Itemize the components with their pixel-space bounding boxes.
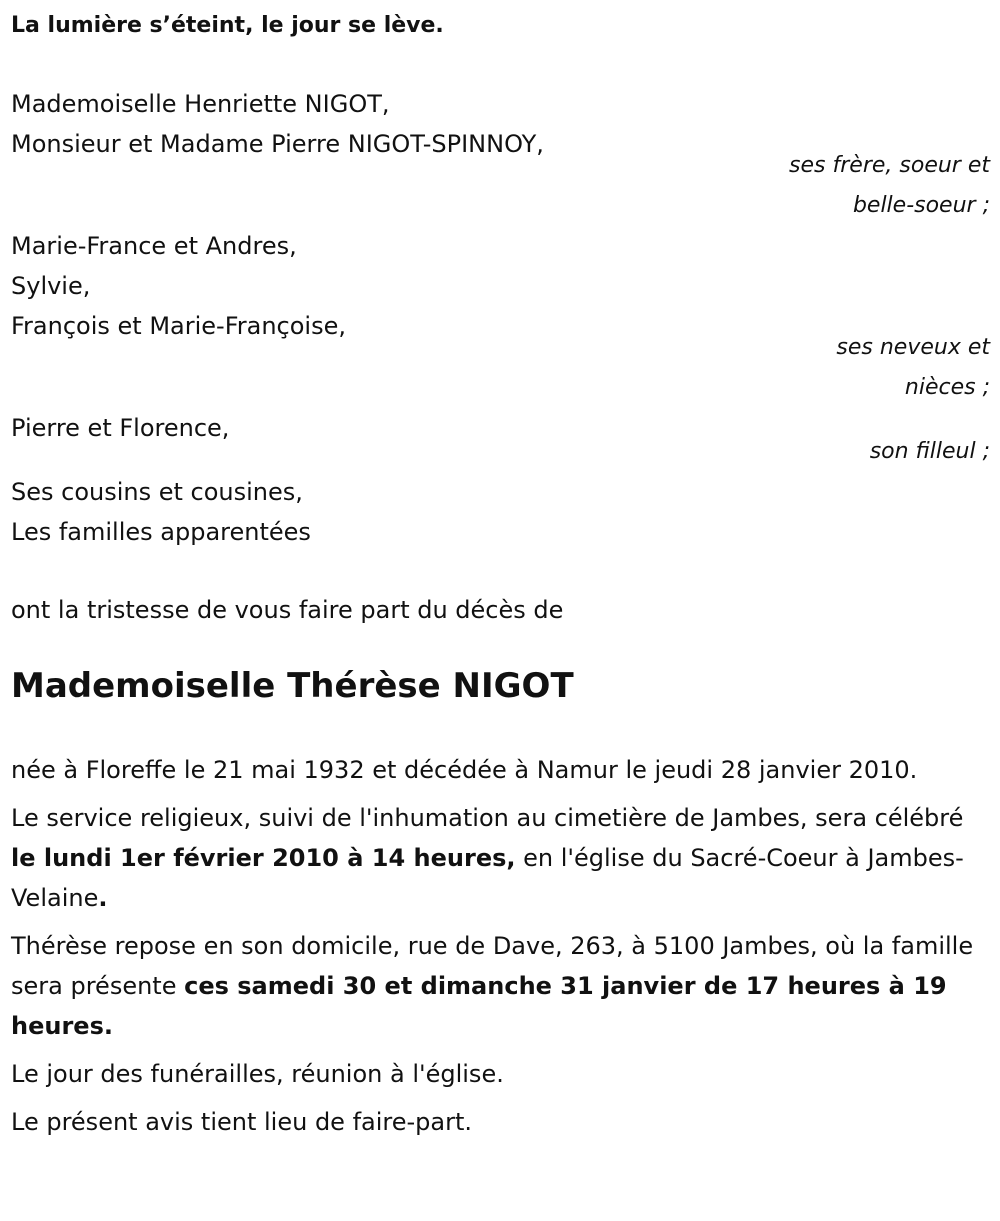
relation-label: belle-soeur ; <box>852 193 990 218</box>
family-name-line: Mademoiselle Henriette NIGOT, <box>11 90 390 118</box>
relation-label: ses frère, soeur et <box>789 153 990 178</box>
family-name-line: Sylvie, <box>11 272 91 300</box>
family-name-line: Marie-France et Andres, <box>11 232 297 260</box>
service-paragraph <box>11 798 990 918</box>
visitation-text: Thérèse repose en son domicile, rue de Dave, 263, à 5100 Jambes, où la famille sera présente <box>11 932 974 1000</box>
service-end: . <box>98 884 108 912</box>
family-name-line: Ses cousins et cousines, <box>11 478 303 506</box>
service-text: Le service religieux, suivi de l'inhumation au cimetière de Jambes, sera célébré <box>11 804 964 832</box>
visitation-dates: ces samedi 30 et dimanche 31 janvier de 17 heures à 19 heures. <box>11 972 947 1040</box>
siblings-group <box>11 84 990 226</box>
deceased-name: Mademoiselle Thérèse NIGOT <box>11 666 574 706</box>
visitation-paragraph <box>11 926 990 1046</box>
motto: La lumière s’éteint, le jour se lève. <box>11 13 444 38</box>
relation-label: nièces ; <box>904 375 990 400</box>
notice-note: Le présent avis tient lieu de faire-part. <box>11 1108 473 1136</box>
nephews-group <box>11 226 990 408</box>
announcement: ont la tristesse de vous faire part du décès de <box>11 596 564 624</box>
godson-group <box>11 408 990 472</box>
relation-label: ses neveux et <box>836 335 990 360</box>
obituary-page <box>0 6 1000 1221</box>
relation-label: son filleul ; <box>869 439 990 464</box>
family-name-line: Pierre et Florence, <box>11 414 230 442</box>
funeral-note: Le jour des funérailles, réunion à l'église. <box>11 1060 504 1088</box>
family-name-line: François et Marie-Françoise, <box>11 312 346 340</box>
others-group <box>11 472 990 552</box>
service-location: en l'église du Sacré-Coeur à Jambes-Velaine <box>11 844 964 912</box>
birth-death-paragraph: née à Floreffe le 21 mai 1932 et décédée à Namur le jeudi 28 janvier 2010. <box>11 756 918 784</box>
family-name-line: Monsieur et Madame Pierre NIGOT-SPINNOY, <box>11 130 544 158</box>
family-name-line: Les familles apparentées <box>11 518 311 546</box>
service-date: le lundi 1er février 2010 à 14 heures, <box>11 844 516 872</box>
